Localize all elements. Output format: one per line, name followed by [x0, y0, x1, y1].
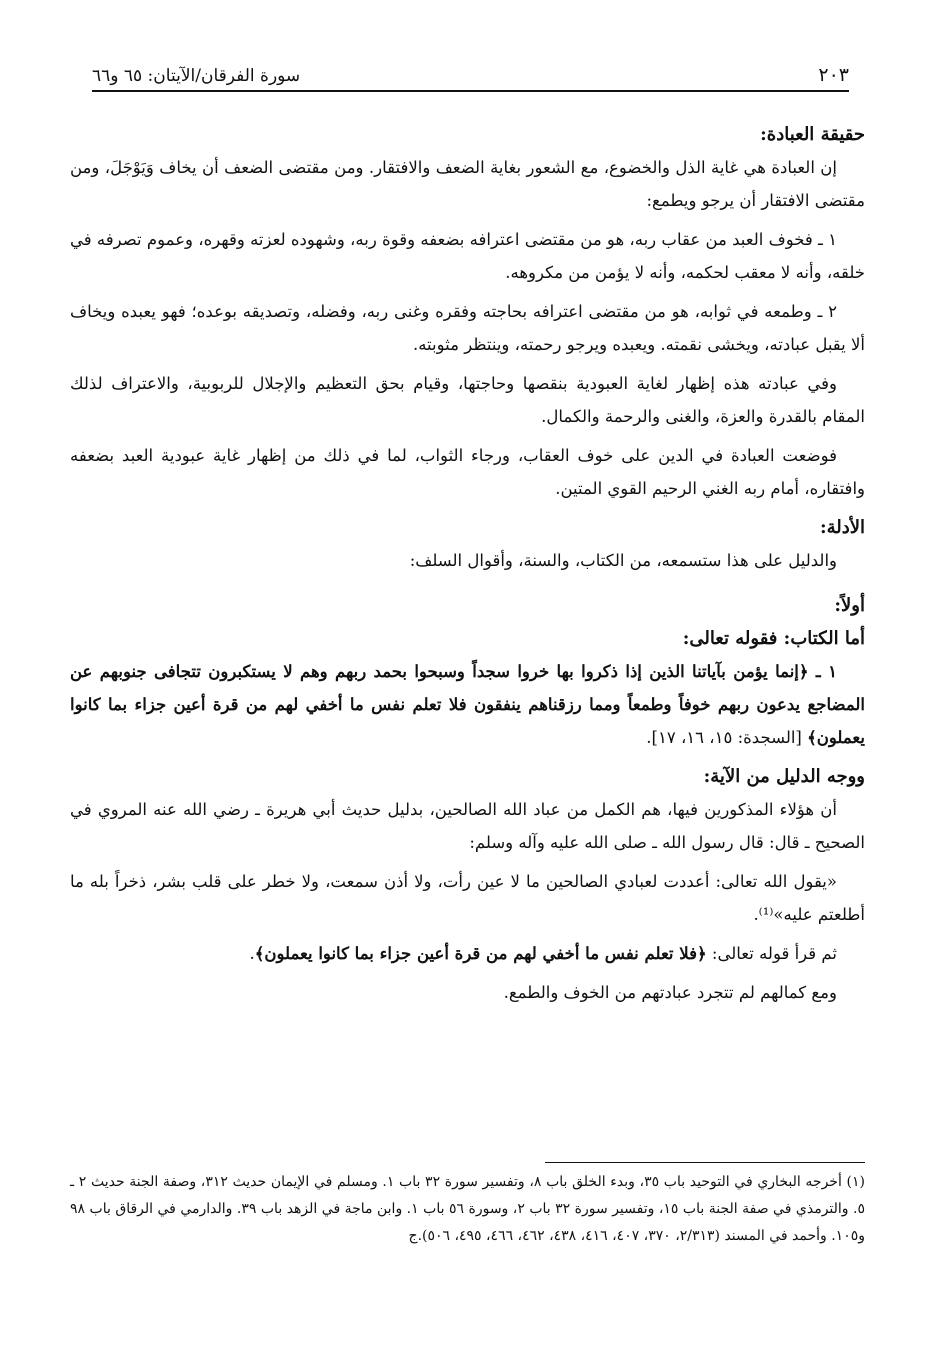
verse-lead-text: ثم قرأ قوله تعالى: [706, 944, 837, 963]
running-title: سورة الفرقان/الآيتان: ٦٥ و٦٦ [92, 66, 301, 86]
paragraph: ١ ـ فخوف العبد من عقاب ربه، هو من مقتضى اعترافه بضعفه وقوة ربه، وشهوده لعزته وقهره، وعموم تصرفه في خلقه، وأنه لا معقب لحكمه، وأنه لا يؤمن من مكروهه. [70, 230, 865, 282]
paragraph: إن العبادة هي غاية الذل والخضوع، مع الشعور بغاية الضعف والافتقار. ومن مقتضى الضعف أن يخاف وَيَوْجَلَ، ومن مقتضى الافتقار أن يرجو ويطمع: [70, 158, 865, 210]
verse-reference: [السجدة: ١٥، ١٦، ١٧]. [646, 728, 808, 747]
paragraph: فوضعت العبادة في الدين على خوف العقاب، ورجاء الثواب، لما في ذلك من إظهار غاية عبودية العبد بضعفه وافتقاره، أمام ربه الغني الرحيم القوي المتين. [70, 446, 865, 498]
footnote-1: (١) أخرجه البخاري في التوحيد باب ٣٥، وبدء الخلق باب ٨، وتفسير سورة ٣٢ باب ١. ومسلم في الإيمان حديث ٣١٢، وصفة الجنة حديث ٢ ـ ٥. والترمذي في صفة الجنة باب ١٥، وتفسير سورة ٣٢ باب ٢، وسورة ٥٦ باب ١. وابن ماجة في الزهد باب ٣٩. والدارمي في الرقاق باب ٩٨ و١٠٥. وأحمد في المسند (٢/٣١٣، ٣٧٠، ٤٠٧، ٤١٦، ٤٣٨، ٤٦٢، ٤٦٦، ٤٩٥، ٥٠٦).ج [70, 1174, 866, 1244]
quran-verse: ١ ـ ﴿إنما يؤمن بآياتنا الذين إذا ذكروا بها خروا سجداً وسبحوا بحمد ربهم وهم لا يستكبرون تتجافى جنوبهم عن المضاجع يدعون ربهم خوفاً وطمعاً ومما رزقناهم ينفقون فلا تعلم نفس ما أخفي لهم من قرة أعين جزاء بما كانوا يعملون﴾ [70, 662, 865, 747]
page-number: ٢٠٣ [818, 64, 849, 86]
page-header [92, 52, 849, 92]
quran-verse: ﴿فلا تعلم نفس ما أخفي لهم من قرة أعين جزاء بما كانوا يعملون﴾ [254, 944, 707, 963]
footnote-divider [545, 1162, 865, 1163]
page-body [70, 118, 865, 1015]
quran-verse-paragraph [70, 655, 865, 754]
section-subheading-book: أما الكتاب: فقوله تعالى: [682, 628, 865, 649]
section-heading-first: أولاً: [834, 595, 865, 616]
hadith-quote: «يقول الله تعالى: أعددت لعبادي الصالحين ما لا عين رأت، ولا أذن سمعت، ولا خطر على قلب بشر، ذخراً بله ما أطلعتم عليه»⁽¹⁾. [70, 872, 865, 924]
section-heading-evidence: الأدلة: [819, 517, 865, 538]
paragraph: ومع كمالهم لم تتجرد عبادتهم من الخوف والطمع. [503, 983, 837, 1002]
paragraph: ٢ ـ وطمعه في ثوابه، هو من مقتضى اعترافه بحاجته وفقره وغنى ربه، وفضله، وتصديقه بوعده؛ فهو يعبده ويخاف ألا يقبل عبادته، ويخشى نقمته. ويعبده ويرجو رحمته، وينتظر مثوبته. [70, 302, 865, 354]
paragraph: أن هؤلاء المذكورين فيها، هم الكمل من عباد الله الصالحين، بدليل حديث أبي هريرة ـ رضي الله عنه المروي في الصحيح ـ قال: قال رسول الله ـ صلى الله عليه وآله وسلم: [70, 800, 865, 852]
section-heading-proof-aspect: ووجه الدليل من الآية: [703, 766, 865, 787]
section-heading-worship-reality: حقيقة العبادة: [760, 124, 865, 145]
paragraph: والدليل على هذا ستسمعه، من الكتاب، والسنة، وأقوال السلف: [409, 551, 837, 570]
footnotes [70, 1162, 865, 1250]
paragraph [70, 937, 865, 970]
verse-end-punct: . [249, 944, 255, 963]
paragraph: وفي عبادته هذه إظهار لغاية العبودية بنقصها وحاجتها، وقيام بحق التعظيم والإجلال للربوبية، والاعتراف لذلك المقام بالقدرة والعزة، والغنى والرحمة والكمال. [70, 374, 865, 426]
